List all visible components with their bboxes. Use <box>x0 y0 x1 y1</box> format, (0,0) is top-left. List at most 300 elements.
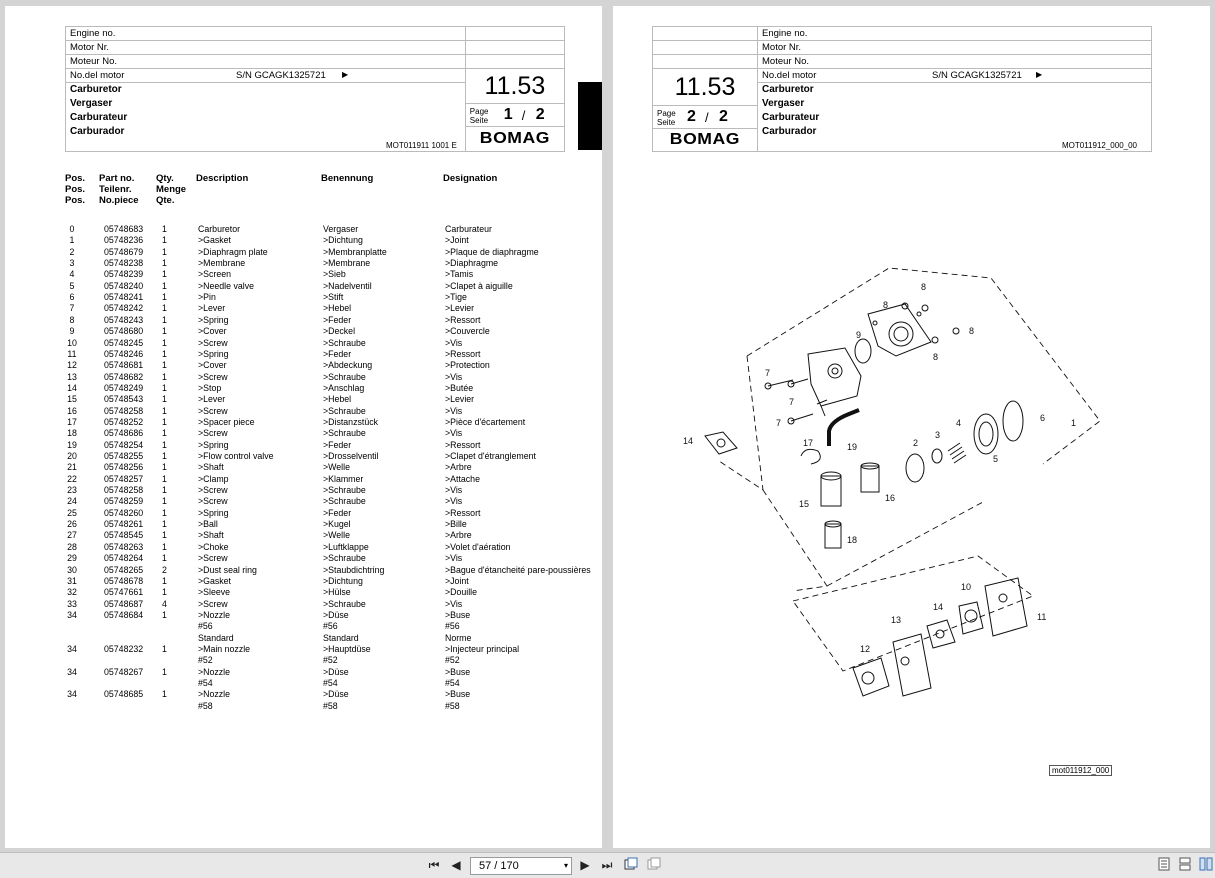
qty-cell: 1 <box>162 587 167 598</box>
title-carburador: Carburador <box>70 126 125 137</box>
benennung-cell: #54 <box>323 678 338 688</box>
page2-header-table <box>652 26 1152 152</box>
previous-page-button[interactable]: ◀ <box>451 858 461 872</box>
qty-cell: 1 <box>162 292 167 303</box>
qty-cell: 1 <box>162 519 167 530</box>
benennung-cell: >Feder <box>323 439 352 450</box>
part-number-cell: 05748543 <box>104 394 144 405</box>
part-cover-plate <box>868 304 931 356</box>
pos-cell: 22 <box>67 473 77 484</box>
qty-cell: 1 <box>162 609 167 620</box>
benennung-cell: >Schraube <box>323 371 366 382</box>
benennung-cell: >Nadelventil <box>323 280 372 291</box>
part-number-cell: 05748265 <box>104 564 144 575</box>
benennung-cell: >Schraube <box>323 496 366 507</box>
callout-8: 8 <box>969 326 975 336</box>
page-indicator <box>465 104 564 127</box>
single-page-view-icon[interactable] <box>1156 857 1172 873</box>
qty-cell: 4 <box>162 598 167 609</box>
qty-cell: 1 <box>162 360 167 371</box>
qty-cell: 1 <box>162 428 167 439</box>
seite-label: Seite <box>657 118 676 127</box>
benennung-cell: Vergaser <box>323 224 359 234</box>
page-number-field[interactable] <box>470 857 572 875</box>
next-page-button[interactable]: ▶ <box>580 858 590 872</box>
part-number-cell: 05748680 <box>104 326 144 337</box>
description-cell: >Screw <box>198 496 228 507</box>
designation-cell: >Vis <box>445 428 463 439</box>
pos-cell: 8 <box>69 314 75 325</box>
description-cell: >Pin <box>198 292 216 303</box>
doc-code: MOT011912_000_00 <box>1061 141 1137 150</box>
designation-cell: >Vis <box>445 496 463 507</box>
description-cell: >Ball <box>198 519 218 530</box>
callout-labels <box>683 282 1076 654</box>
callout-3: 3 <box>935 430 941 440</box>
title-carburador: Carburador <box>762 126 817 137</box>
viewer-toolbar <box>0 852 1215 878</box>
benennung-cell: >Dichtung <box>323 235 363 246</box>
designation-cell: >Buse <box>445 609 471 620</box>
benennung-cell: >Hauptdüse <box>323 643 371 654</box>
callout-5: 5 <box>993 454 999 464</box>
pos-cell: 21 <box>67 462 77 473</box>
page-total: 2 <box>719 108 729 125</box>
description-cell: >Spring <box>198 507 229 518</box>
pos-cell: 12 <box>67 360 77 371</box>
part-number-cell: 05748240 <box>104 280 144 291</box>
pos-cell: 20 <box>67 451 77 461</box>
assembly-outline <box>719 268 1100 671</box>
benennung-cell: >Membranplatte <box>323 246 387 257</box>
description-cell: >Diaphragm plate <box>198 246 268 257</box>
part-number-cell: 05748686 <box>104 428 144 439</box>
pos-cell: 0 <box>69 224 75 234</box>
page-number: 2 <box>687 108 697 125</box>
moteur-no-label: Moteur No. <box>66 55 466 69</box>
pos-cell: 16 <box>67 405 77 416</box>
part-number-cell: 05748684 <box>104 609 144 620</box>
bomag-logo: BOMAG <box>669 131 741 148</box>
title-carburateur: Carburateur <box>762 112 820 123</box>
qty-cell: 1 <box>162 337 167 348</box>
description-cell: >Needle valve <box>198 280 254 291</box>
pdf-page-1 <box>5 6 602 848</box>
engine-no-label: Engine no. <box>66 27 466 41</box>
designation-cell: >Ressort <box>445 314 481 325</box>
qty-cell: 1 <box>162 507 167 518</box>
description-cell: >Lever <box>198 303 226 314</box>
description-cell: >Spring <box>198 314 229 325</box>
description-cell: >Screw <box>198 405 228 416</box>
benennung-cell: >Drosselventil <box>323 451 379 461</box>
description-cell: >Gasket <box>198 575 232 586</box>
qty-cell: 1 <box>162 496 167 507</box>
qty-cell: 1 <box>162 303 167 314</box>
callout-6: 6 <box>1040 413 1046 423</box>
part-number-cell: 05748267 <box>104 666 144 677</box>
part-small-screws <box>902 303 959 343</box>
benennung-cell: >Dichtung <box>323 575 363 586</box>
designation-cell: Norme <box>445 632 472 643</box>
designation-cell: >Joint <box>445 235 469 246</box>
designation-cell: >Bille <box>445 519 467 530</box>
benennung-cell: >Abdeckung <box>323 360 373 371</box>
description-cell: >Stop <box>198 382 222 393</box>
qty-cell: 1 <box>162 326 167 337</box>
qty-cell: 1 <box>162 280 167 291</box>
pos-cell: 24 <box>67 496 77 507</box>
designation-cell: >Plaque de diaphragme <box>445 246 539 257</box>
page-number-value: 57 / 170 <box>479 860 519 872</box>
pos-cell: 34 <box>67 689 77 700</box>
description-cell: >Shaft <box>198 462 224 473</box>
benennung-cell: #56 <box>323 621 338 632</box>
benennung-cell: >Distanzstück <box>323 416 379 427</box>
description-cell: >Shaft <box>198 530 224 541</box>
qty-cell: 1 <box>162 451 167 461</box>
benennung-cell: >Hülse <box>323 587 351 598</box>
callout-7: 7 <box>765 368 771 378</box>
benennung-cell: >Anschlag <box>323 382 365 393</box>
part-number-cell: 05748260 <box>104 507 144 518</box>
description-cell: >Gasket <box>198 235 232 246</box>
designation-cell: >Arbre <box>445 462 472 473</box>
title-carburateur: Carburateur <box>70 112 128 123</box>
part-number-cell: 05748256 <box>104 462 144 473</box>
serial-arrow-icon: ▶ <box>1036 70 1043 79</box>
designation-cell: >Bague d'étancheité pare-poussières <box>445 564 591 575</box>
description-cell: >Spring <box>198 348 229 359</box>
designation-cell: >Attache <box>445 473 480 484</box>
qty-cell: 1 <box>162 371 167 382</box>
description-cell: #54 <box>198 678 213 688</box>
part-number-cell: 05748257 <box>104 473 144 484</box>
qty-cell: 1 <box>162 314 167 325</box>
part-number-cell: 05748683 <box>104 224 144 234</box>
pos-cell: 6 <box>69 292 75 303</box>
callout-11: 11 <box>1037 612 1047 622</box>
pos-cell: 34 <box>67 643 77 654</box>
part-lower-cover <box>853 578 1027 696</box>
description-cell: #56 <box>198 621 213 632</box>
section-tab-marker <box>578 82 602 150</box>
designation-cell: >Vis <box>445 405 463 416</box>
page-label: Page <box>469 107 489 116</box>
section-number: 11.53 <box>653 69 758 106</box>
designation-cell: >Vis <box>445 598 463 609</box>
qty-cell: 2 <box>162 564 167 575</box>
description-cell: >Nozzle <box>198 666 231 677</box>
benennung-cell: >Staubdichtring <box>323 564 385 575</box>
part-stop-plate <box>705 432 737 454</box>
part-clamp <box>801 449 820 464</box>
section-number: 11.53 <box>465 69 564 104</box>
pos-cell: 34 <box>67 666 77 677</box>
designation-cell: >Ressort <box>445 348 481 359</box>
callout-7: 7 <box>776 418 782 428</box>
designation-cell: >Tamis <box>445 269 474 280</box>
part-number-cell: 05748264 <box>104 553 144 564</box>
continuous-view-icon[interactable] <box>1177 857 1193 873</box>
pos-cell: 28 <box>67 541 77 552</box>
benennung-cell: #58 <box>323 700 338 711</box>
callout-2: 2 <box>913 438 919 448</box>
callout-7: 7 <box>789 397 795 407</box>
title-carburetor: Carburetor <box>70 84 122 95</box>
callout-1: 1 <box>1071 418 1077 428</box>
designation-cell: >Couvercle <box>445 326 490 337</box>
description-cell: Standard <box>198 632 234 643</box>
qty-cell: 1 <box>162 439 167 450</box>
callout-4: 4 <box>956 418 962 428</box>
pos-cell: 31 <box>67 575 77 586</box>
benennung-cell: >Feder <box>323 314 352 325</box>
last-page-button[interactable]: ⏭ <box>601 858 613 872</box>
designation-cell: >Volet d'aération <box>445 541 511 552</box>
description-cell: >Screw <box>198 485 228 496</box>
description-cell: >Flow control valve <box>198 451 274 461</box>
designation-cell: >Ressort <box>445 507 481 518</box>
benennung-cell: >Schraube <box>323 553 366 564</box>
page1-header-table <box>65 26 565 152</box>
page-indicator <box>653 106 758 129</box>
page-number: 1 <box>503 106 514 123</box>
pos-cell: 7 <box>69 303 75 314</box>
pos-cell: 2 <box>69 246 75 257</box>
pos-cell: 13 <box>67 371 77 382</box>
serial-number: S/N GCAGK1325721 <box>932 70 1022 81</box>
benennung-cell: >Welle <box>323 462 350 473</box>
col-designation-header: Designation <box>443 173 498 184</box>
pos-cell: 29 <box>67 553 77 564</box>
benennung-cell: >Hebel <box>323 394 352 405</box>
qty-cell: 1 <box>162 235 167 246</box>
serial-arrow-icon: ▶ <box>342 70 349 79</box>
qty-cell: 1 <box>162 530 167 541</box>
part-number-cell: 05748242 <box>104 303 144 314</box>
qty-cell: 1 <box>162 416 167 427</box>
description-cell: >Screw <box>198 553 228 564</box>
qty-cell: 1 <box>162 666 167 677</box>
description-cell: >Dust seal ring <box>198 564 257 575</box>
col-pos-header: Pos. Pos. Pos. <box>65 173 86 206</box>
part-number-cell: 05748241 <box>104 292 144 303</box>
designation-cell: >Buse <box>445 666 471 677</box>
callout-14: 14 <box>683 436 694 446</box>
pos-cell: 26 <box>67 519 77 530</box>
designation-cell: >Levier <box>445 394 475 405</box>
callout-8: 8 <box>883 300 889 310</box>
benennung-cell: >Feder <box>323 507 352 518</box>
serial-number: S/N GCAGK1325721 <box>236 70 326 81</box>
benennung-cell: >Schraube <box>323 405 366 416</box>
designation-cell: >Buse <box>445 689 471 700</box>
part-number-cell: 05748246 <box>104 348 144 359</box>
callout-9: 9 <box>856 330 862 340</box>
pos-cell: 1 <box>69 235 75 246</box>
part-number-cell: 05748682 <box>104 371 144 382</box>
pos-cell: 9 <box>69 326 75 337</box>
designation-cell: >Tige <box>445 292 467 303</box>
callout-18: 18 <box>847 535 858 545</box>
part-number-cell: 05748255 <box>104 451 144 461</box>
benennung-cell: >Hebel <box>323 303 352 314</box>
moteur-no-label: Moteur No. <box>758 55 1152 69</box>
part-number-cell: 05748243 <box>104 314 144 325</box>
page-total: 2 <box>535 106 546 123</box>
pos-cell: 14 <box>67 382 77 393</box>
designation-cell: >Injecteur principal <box>445 643 520 654</box>
no-del-motor-label: No.del motor <box>70 70 125 81</box>
qty-cell: 1 <box>162 382 167 393</box>
benennung-cell: >Klammer <box>323 473 364 484</box>
pos-cell: 33 <box>67 598 77 609</box>
title-vergaser: Vergaser <box>70 98 113 109</box>
callout-14: 14 <box>933 602 944 612</box>
pos-cell: 23 <box>67 485 77 496</box>
part-number-cell: 05748263 <box>104 541 144 552</box>
pos-cell: 10 <box>67 337 77 348</box>
title-vergaser: Vergaser <box>762 98 805 109</box>
description-cell: >Spring <box>198 439 229 450</box>
part-pipe <box>829 410 859 446</box>
two-page-view-icon[interactable] <box>1198 857 1214 873</box>
pdf-page-2 <box>613 6 1210 848</box>
copy-view-icon[interactable] <box>646 857 662 873</box>
benennung-cell: >Düse <box>323 609 349 620</box>
col-part-header: Part no. Teilenr. No.piece <box>99 173 139 206</box>
part-gasket <box>855 339 871 363</box>
qty-cell: 1 <box>162 473 167 484</box>
designation-cell: >Ressort <box>445 439 481 450</box>
qty-cell: 1 <box>162 246 167 257</box>
description-cell: Carburetor <box>198 224 241 234</box>
qty-cell: 1 <box>162 553 167 564</box>
description-cell: >Main nozzle <box>198 643 251 654</box>
part-number-cell: 05748236 <box>104 235 144 246</box>
part-diaphragm-stack <box>906 401 1023 482</box>
part-number-cell: 05747661 <box>104 587 144 598</box>
part-number-cell: 05748685 <box>104 689 144 700</box>
benennung-cell: #52 <box>323 655 338 666</box>
qty-cell: 1 <box>162 224 167 234</box>
benennung-cell: >Feder <box>323 348 352 359</box>
callout-8: 8 <box>921 282 927 292</box>
chevron-down-icon[interactable]: ▾ <box>563 861 568 870</box>
pos-cell: 25 <box>67 507 77 518</box>
part-number-cell: 05748259 <box>104 496 144 507</box>
callout-17: 17 <box>803 438 814 448</box>
callout-16: 16 <box>885 493 896 503</box>
pos-cell: 34 <box>67 609 77 620</box>
qty-cell: 1 <box>162 485 167 496</box>
qty-cell: 1 <box>162 394 167 405</box>
pos-cell: 3 <box>69 258 75 269</box>
rotate-view-icon[interactable] <box>623 857 639 873</box>
qty-cell: 1 <box>162 348 167 359</box>
description-cell: >Cover <box>198 360 227 371</box>
description-cell: >Cover <box>198 326 227 337</box>
benennung-cell: >Deckel <box>323 326 356 337</box>
pos-cell: 4 <box>69 269 75 280</box>
col-description-header: Description <box>196 173 249 184</box>
benennung-cell: >Welle <box>323 530 350 541</box>
part-number-cell: 05748261 <box>104 519 144 530</box>
benennung-cell: >Düse <box>323 689 349 700</box>
benennung-cell: >Schraube <box>323 337 366 348</box>
part-carburetor-body <box>808 348 861 416</box>
designation-cell: >Vis <box>445 553 463 564</box>
benennung-cell: >Schraube <box>323 428 366 439</box>
callout-13: 13 <box>891 615 902 625</box>
designation-cell: >Joint <box>445 575 469 586</box>
description-cell: >Sleeve <box>198 587 231 598</box>
page-separator: / <box>705 110 709 125</box>
designation-cell: >Vis <box>445 371 463 382</box>
pos-cell: 18 <box>67 428 77 439</box>
part-number-cell: 05748238 <box>104 258 144 269</box>
benennung-cell: >Düse <box>323 666 349 677</box>
part-number-cell: 05748252 <box>104 416 144 427</box>
motor-nr-label: Motor Nr. <box>758 41 1152 55</box>
part-screws <box>765 379 827 424</box>
part-number-cell: 05748254 <box>104 439 144 450</box>
designation-cell: >Vis <box>445 337 463 348</box>
first-page-button[interactable]: ⏮ <box>428 858 440 872</box>
qty-cell: 1 <box>162 258 167 269</box>
description-cell: #52 <box>198 655 213 666</box>
description-cell: >Clamp <box>198 473 229 484</box>
engine-no-label: Engine no. <box>758 27 1152 41</box>
bomag-logo: BOMAG <box>479 130 551 147</box>
figure-label: mot011912_000 <box>1049 765 1112 776</box>
designation-cell: #52 <box>445 655 460 666</box>
qty-cell: 1 <box>162 269 167 280</box>
title-carburetor: Carburetor <box>762 84 814 95</box>
part-number-cell: 05748681 <box>104 360 144 371</box>
designation-cell: >Arbre <box>445 530 472 541</box>
description-cell: >Screw <box>198 428 228 439</box>
designation-cell: >Diaphragme <box>445 258 499 269</box>
benennung-cell: >Schraube <box>323 485 366 496</box>
qty-cell: 1 <box>162 575 167 586</box>
description-cell: >Screw <box>198 371 228 382</box>
col-qty-header: Qty. Menge Qte. <box>156 173 187 206</box>
designation-cell: >Butée <box>445 382 474 393</box>
description-cell: >Screw <box>198 598 228 609</box>
motor-nr-label: Motor Nr. <box>66 41 466 55</box>
description-cell: >Spacer piece <box>198 416 255 427</box>
designation-cell: >Douille <box>445 587 478 598</box>
pos-cell: 17 <box>67 416 77 427</box>
benennung-cell: >Luftklappe <box>323 541 369 552</box>
seite-label: Seite <box>469 116 489 125</box>
designation-cell: Carburateur <box>445 224 492 234</box>
designation-cell: #56 <box>445 621 460 632</box>
pos-cell: 27 <box>67 530 77 541</box>
part-number-cell: 05748258 <box>104 485 144 496</box>
benennung-cell: Standard <box>323 632 359 643</box>
qty-cell: 1 <box>162 462 167 473</box>
part-number-cell: 05748679 <box>104 246 144 257</box>
designation-cell: >Protection <box>445 360 490 371</box>
pos-cell: 11 <box>67 348 77 359</box>
part-number-cell: 05748545 <box>104 530 144 541</box>
qty-cell: 1 <box>162 405 167 416</box>
pos-cell: 19 <box>67 439 77 450</box>
benennung-cell: >Kugel <box>323 519 351 530</box>
